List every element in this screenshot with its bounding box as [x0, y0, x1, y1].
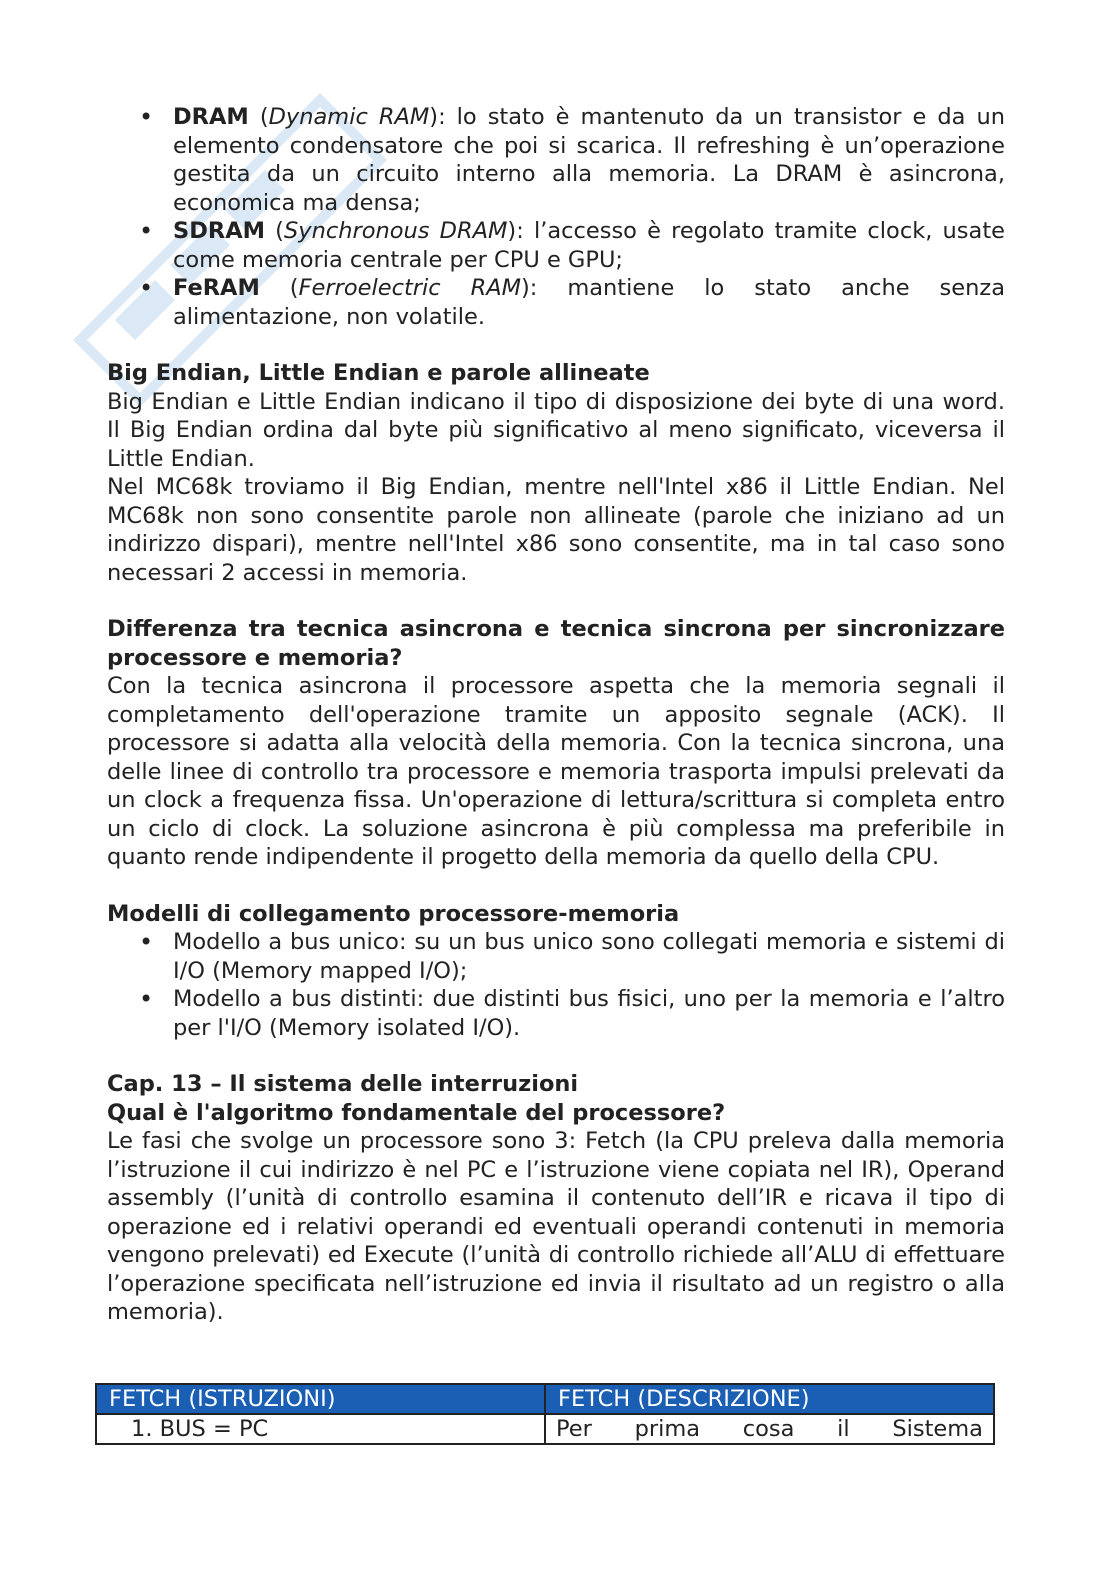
list-item: • Modello a bus distinti: due distinti bus fisici, uno per la memoria e l’altro per l'I/O (Memory isolated I/O).	[107, 985, 1005, 1042]
list-item: • SDRAM (Synchronous DRAM): l’accesso è regolato tramite clock, usate come memoria centrale per CPU e GPU;	[107, 217, 1005, 274]
paragraph: Big Endian e Little Endian indicano il tipo di disposizione dei byte di una word. Il Big Endian ordina dal byte più significativo al meno significato, viceversa il Little Endian.	[107, 388, 1005, 472]
word: Sistema	[892, 1416, 983, 1442]
document-body	[107, 103, 1005, 1327]
paragraph: Con la tecnica asincrona il processore aspetta che la memoria segnali il completamento dell'operazione tramite un apposito segnale (ACK). Il processore si adatta alla velocità della memoria. Con la tecnica sincrona, una delle linee di controllo tra processore e memoria trasporta impulsi prelevati da un clock a frequenza fissa. Un'operazione di lettura/scrittura si completa entro un ciclo di clock. La soluzione asincrona è più complessa ma preferibile in quanto rende indipendente il progetto della memoria da quello della CPU.	[107, 673, 1005, 870]
section-heading-algorithm: Qual è l'algoritmo fondamentale del processore?	[107, 1099, 726, 1126]
column-header: FETCH (ISTRUZIONI)	[96, 1384, 545, 1414]
memory-types-list	[107, 103, 1005, 331]
word: Per	[556, 1416, 592, 1442]
column-header: FETCH (DESCRIZIONE)	[545, 1384, 994, 1414]
word: prima	[634, 1416, 701, 1442]
list-item: • FeRAM (Ferroelectric RAM): mantiene lo stato anche senza alimentazione, non volatile.	[107, 274, 1005, 331]
table-cell	[545, 1414, 994, 1444]
word: cosa	[742, 1416, 795, 1442]
table-row	[96, 1414, 994, 1444]
section-heading-endian: Big Endian, Little Endian e parole allineate	[107, 360, 650, 386]
list-item: • Modello a bus unico: su un bus unico sono collegati memoria e sistemi di I/O (Memory mapped I/O);	[107, 928, 1005, 985]
table-cell: 1. BUS = PC	[96, 1414, 545, 1444]
list-item: • DRAM (Dynamic RAM): lo stato è mantenuto da un transistor e da un elemento condensatore che poi si scarica. Il refreshing è un’operazione gestita da un circuito interno alla memoria. La DRAM è asincrona, economica ma densa;	[107, 103, 1005, 217]
paragraph: Nel MC68k troviamo il Big Endian, mentre nell'Intel x86 il Little Endian. Nel MC68k non sono consentite parole non allineate (parole che iniziano ad un indirizzo dispari), mentre nell'Intel x86 sono consentite, ma in tal caso sono necessari 2 accessi in memoria.	[107, 474, 1005, 586]
table-header-row	[96, 1384, 994, 1414]
section-heading-models: Modelli di collegamento processore-memoria	[107, 900, 680, 927]
models-list	[107, 928, 1005, 1042]
word: il	[837, 1416, 850, 1442]
section-heading-sync: Differenza tra tecnica asincrona e tecnica sincrona per sincronizzare processore e memoria?	[107, 616, 1005, 671]
fetch-table	[95, 1383, 995, 1445]
paragraph: Le fasi che svolge un processore sono 3: Fetch (la CPU preleva dalla memoria l’istruzione il cui indirizzo è nel PC e l’istruzione viene copiata nel IR), Operand assembly (l’unità di controllo esamina il contenuto dell’IR e ricava il tipo di operazione ed i relativi operandi ed eventuali operandi contenuti in memoria vengono prelevati) ed Execute (l’unità di controllo richiede all’ALU di effettuare l’operazione specificata nell’istruzione ed invia il risultato ad un registro o alla memoria).	[107, 1128, 1005, 1325]
chapter-heading: Cap. 13 – Il sistema delle interruzioni	[107, 1071, 579, 1097]
